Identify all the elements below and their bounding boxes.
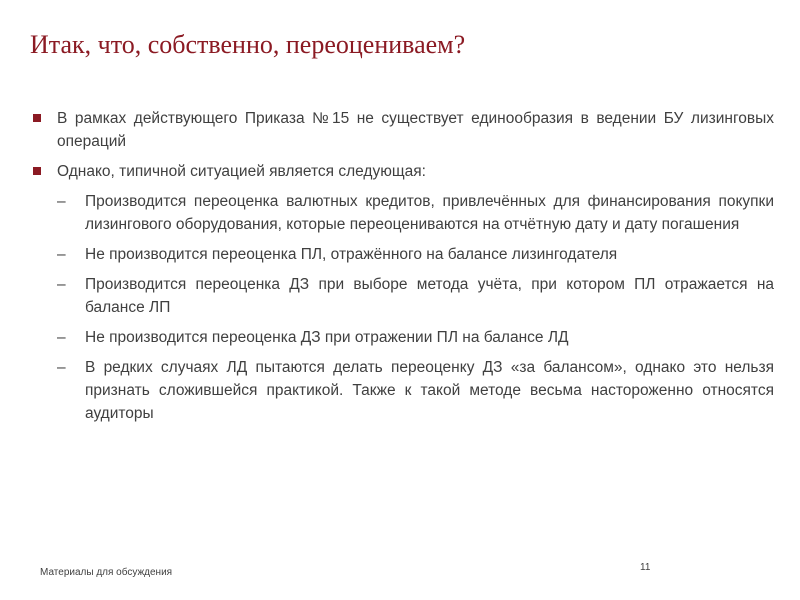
bullet-text: В рамках действующего Приказа №15 не существует единообразия в ведении БУ лизинговых операций	[57, 110, 774, 150]
bullet-item	[30, 107, 774, 153]
page-number: 11	[640, 562, 651, 573]
sub-bullet-item	[30, 190, 774, 236]
sub-bullet-text: В редких случаях ЛД пытаются делать переоценку ДЗ «за балансом», однако это нельзя признать сложившейся практикой. Также к такой методе весьма настороженно относятся аудиторы	[85, 359, 774, 422]
sub-bullet-item	[30, 273, 774, 319]
sub-bullet-item	[30, 326, 774, 349]
dash-marker: –	[57, 193, 66, 210]
bullet-list	[30, 107, 774, 432]
dash-marker: –	[57, 329, 66, 346]
sub-bullet-item	[30, 243, 774, 266]
sub-bullet-item	[30, 356, 774, 425]
sub-bullet-text: Производится переоценка валютных кредитов, привлечённых для финансирования покупки лизингового оборудования, которые переоцениваются на отчётную дату и дату погашения	[85, 193, 774, 233]
dash-marker: –	[57, 246, 66, 263]
bullet-text: Однако, типичной ситуацией является следующая:	[57, 163, 426, 180]
square-bullet-icon	[33, 114, 41, 122]
dash-marker: –	[57, 359, 66, 376]
square-bullet-icon	[33, 167, 41, 175]
slide-title: Итак, что, собственно, переоцениваем?	[30, 30, 466, 59]
sub-bullet-text: Производится переоценка ДЗ при выборе метода учёта, при котором ПЛ отражается на балансе ЛП	[85, 276, 774, 316]
sub-bullet-text: Не производится переоценка ПЛ, отражённого на балансе лизингодателя	[85, 246, 618, 263]
bullet-item	[30, 160, 774, 183]
dash-marker: –	[57, 276, 66, 293]
footer-note: Материалы для обсуждения	[40, 567, 173, 578]
sub-bullet-text: Не производится переоценка ДЗ при отражении ПЛ на балансе ЛД	[85, 329, 569, 346]
